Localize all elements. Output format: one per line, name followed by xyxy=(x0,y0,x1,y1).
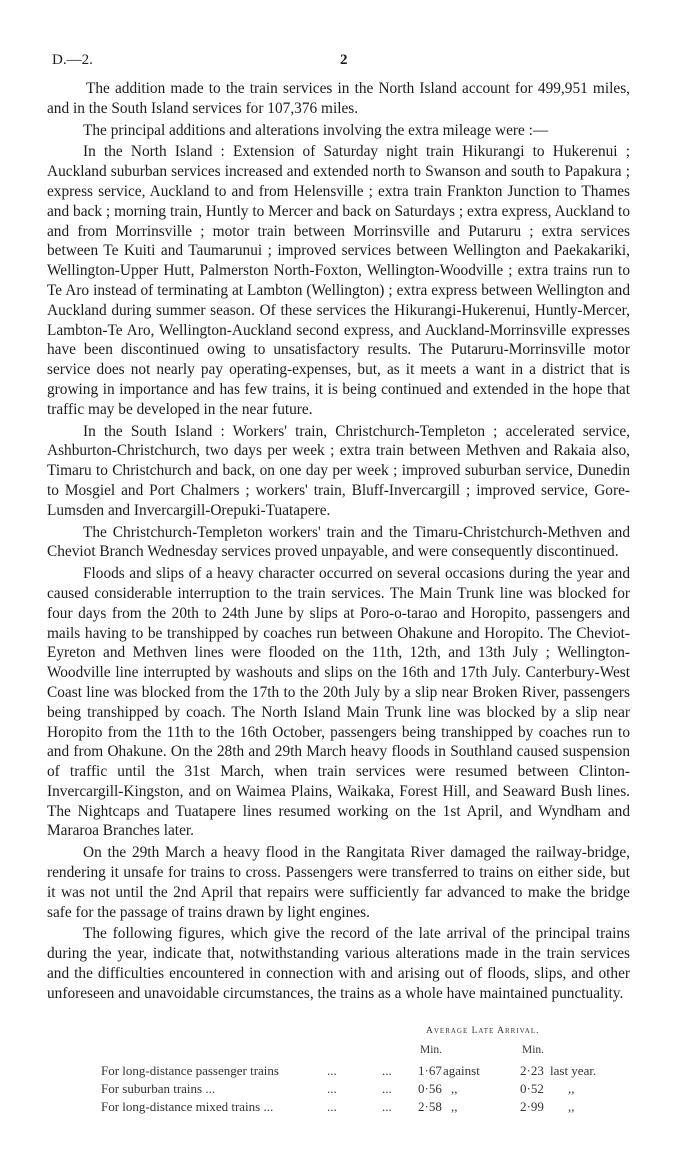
row-previous-minutes: 2·23 xyxy=(520,1063,544,1078)
paragraph-north-island: In the North Island : Extension of Saturday night train Hikurangi to Hukerenui ; Auckland suburban services increased and extended north to Swanson and south to Papakura ; express service, Auckland to and from Helensville ; extra train Frankton Junction to Thames and back ; morning train, Huntly to Mercer and back on Saturdays ; extra express, Auckland to and from Morrinsville ; motor train between Morrinsville and Putaruru ; extra services between Te Kuiti and Taumarunui ; improved services between Wellington and Paekakariki, Wellington-Upper Hutt, Palmerston North-Foxton, Wellington-Woodville ; extra trains run to Te Aro instead of terminating at Lambton (Wellington) ; extra express between Wellington and Auckland during summer season. Of these services the Hikurangi-Hukerenui, Huntly-Mercer, Lambton-Te Aro, Wellington-Auckland second express, and Auckland-Morrinsville expresses have been discontinued owing to unsatisfactory results. The Putaruru-Morrinsville motor service does not nearly pay operating-expenses, but, as it meets a want in a district that is growing in importance and has few trains, it is being continued and extended in the hope that traffic may be developed in the near future. xyxy=(47,143,630,418)
row-previous-minutes: 2·99 xyxy=(520,1099,544,1114)
row-leader-dots: ... xyxy=(382,1081,392,1096)
row-current-minutes: 0·56 xyxy=(418,1081,442,1096)
report-body xyxy=(47,79,630,1006)
row-ditto: ,, xyxy=(568,1099,575,1114)
table-heading: Average Late Arrival. xyxy=(426,1026,540,1036)
table-units-row xyxy=(46,1044,646,1060)
row-current-minutes: 1·67 xyxy=(418,1063,442,1078)
row-label: For long-distance passenger trains xyxy=(101,1063,279,1078)
row-leader-dots: ... xyxy=(382,1099,392,1114)
paragraph-south-island: In the South Island : Workers' train, Christchurch-Templeton ; accelerated service, Ashburton-Christchurch, two days per week ; extra train between Methven and Rakaia also, Timaru to Christchurch and back, on one day per week ; improved suburban service, Dunedin to Mosgiel and Port Chalmers ; workers' train, Bluff-Invercargill ; improved service, Gore-Lumsden and Invercargill-Orepuki-Tuatapere. xyxy=(47,422,630,519)
row-leader-dots: ... xyxy=(327,1099,337,1114)
table-row xyxy=(46,1063,646,1081)
unit-current: Min. xyxy=(420,1044,443,1056)
paragraph-rangitata-flood: On the 29th March a heavy flood in the Rangitata River damaged the railway-bridge, rendering it unsafe for trains to cross. Passengers were transferred to trains on either side, but it was not until the 2nd April that repairs were sufficiently far advanced to make the bridge safe for the passage of trains drawn by light engines. xyxy=(47,844,630,921)
row-leader-dots: ... xyxy=(327,1063,337,1078)
row-current-minutes: 2·58 xyxy=(418,1099,442,1114)
row-leader-dots: ... xyxy=(327,1081,337,1096)
unit-previous: Min. xyxy=(522,1044,545,1056)
paragraph-floods-slips: Floods and slips of a heavy character occurred on several occasions during the year and caused considerable interruption to the train services. The Main Trunk line was blocked for four days from the 20th to 24th June by slips at Poro-o-tarao and Horopito, passengers and mails having to be transhipped by coaches run between Ohakune and Horopito. The Cheviot-Eyreton and Methven lines were flooded on the 11th, 12th, and 13th July ; Wellington-Woodville line interrupted by washouts and slips on the 16th and 17th July. Canterbury-West Coast line was blocked from the 17th to the 20th July by a slip near Broken River, passengers being transhipped by coach. The North Island Main Trunk line was blocked by a slip near Horopito from the 11th to the 16th October, passengers being transhipped by coaches run to and from Ohakune. On the 28th and 29th March heavy floods in Southland caused suspension of traffic until the 31st March, when train services were resumed between Clinton-Invercargill-Kingston, and on Waimea Plains, Waikaka, Forest Hill, and Seaward Bush lines. The Nightcaps and Tuatapere lines resumed working on the 1st April, and Wyndham and Mararoa Branches later. xyxy=(47,565,630,840)
page-number: 2 xyxy=(340,52,348,68)
row-ditto: ,, xyxy=(568,1081,575,1096)
row-label: For suburban trains ... xyxy=(101,1081,216,1096)
paragraph-discontinued: The Christchurch-Templeton workers' train and the Timaru-Christchurch-Methven and Cheviot Branch Wednesday services proved unpayable, and were consequently discontinued. xyxy=(47,523,630,561)
row-ditto: ,, xyxy=(451,1081,458,1096)
row-label: For long-distance mixed trains ... xyxy=(101,1099,274,1114)
table-row xyxy=(46,1099,646,1117)
row-ditto: ,, xyxy=(451,1099,458,1114)
row-previous-minutes: 0·52 xyxy=(520,1081,544,1096)
table-row xyxy=(46,1081,646,1099)
paragraph-additions-intro: The principal additions and alterations involving the extra mileage were :— xyxy=(83,121,549,139)
paragraph-mileage: The addition made to the train services in the North Island account for 499,951 miles, and in the South Island services for 107,376 miles. xyxy=(47,80,630,117)
row-leader-dots: ... xyxy=(382,1063,392,1078)
page-header xyxy=(52,52,660,74)
document-reference: D.—2. xyxy=(52,52,93,68)
paragraph-punctuality: The following figures, which give the record of the late arrival of the principal trains during the year, indicate that, notwithstanding various alterations made in the train services and the difficulties encountered in connection with and arising out of floods, slips, and other unforeseen and unavoidable circumstances, the trains as a whole have maintained punctuality. xyxy=(47,925,630,1002)
row-tail: last year. xyxy=(550,1063,597,1078)
row-against: against xyxy=(443,1063,480,1078)
